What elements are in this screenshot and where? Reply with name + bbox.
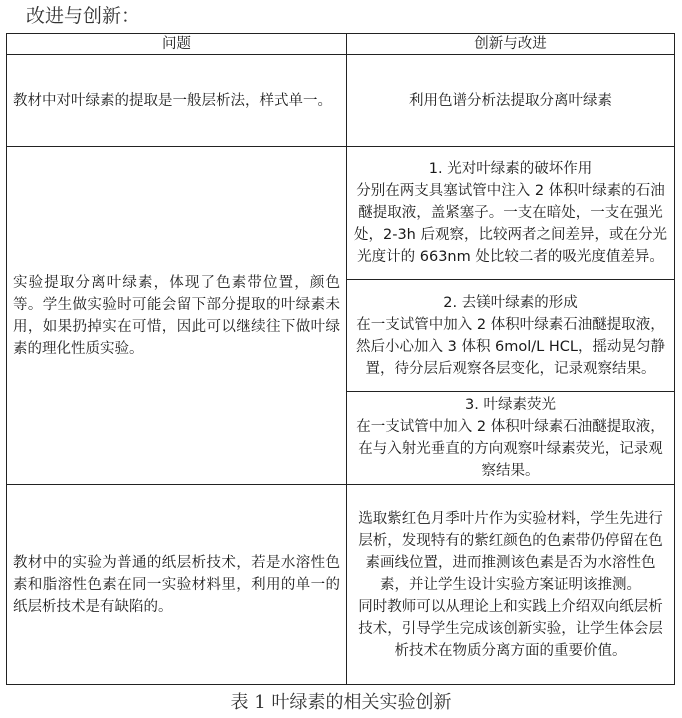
subcell-title: 2. 去镁叶绿素的形成: [443, 294, 578, 311]
table-caption: 表 1 叶绿素的相关实验创新: [230, 692, 452, 713]
table-row: [7, 485, 675, 685]
subcell-body: 在一支试管中加入 2 体积叶绿素石油醚提取液，在与入射光垂直的方向观察叶绿素荧光，记录观察结果。: [356, 419, 665, 479]
column-header-problem: 问题: [7, 34, 347, 55]
innovation-cell: [347, 485, 675, 685]
column-header-innovation: 创新与改进: [347, 34, 675, 55]
problem-cell: 教材中对叶绿素的提取是一般层析法，样式单一。: [7, 55, 347, 147]
table-header-row: [7, 34, 675, 55]
problem-cell: 实验提取分离叶绿素，体现了色素带位置，颜色等。学生做实验时可能会留下部分提取的叶绿素未用，如果扔掉实在可惜，因此可以继续往下做叶绿素的理化性质实验。: [7, 147, 347, 485]
table-row: [7, 147, 675, 280]
subcell-body: 分别在两支具塞试管中注入 2 体积叶绿素的石油醚提取液，盖紧塞子。一支在暗处，一支在强光处，2-3h 后观察，比较两者之间差异，或在分光光度计的 663nm 处比较二者的吸光度值差异。: [354, 183, 667, 265]
subcell-body: 在一支试管中加入 2 体积叶绿素石油醚提取液，然后小心加入 3 体积 6mol/L HCL，摇动晃匀静置，待分层后观察各层变化，记录观察结果。: [356, 316, 665, 377]
innovation-subcell-fluorescence: [347, 392, 675, 485]
table-row: [7, 55, 675, 147]
problem-cell: 教材中的实验为普通的纸层析技术，若是水溶性色素和脂溶性色素在同一实验材料里，利用的单一的纸层析技术是有缺陷的。: [7, 485, 347, 685]
innovation-paragraph: 选取紫红色月季叶片作为实验材料，学生先进行层析，发现特有的紫红颜色的色素带仍停留在色素画线位置，进而推测该色素是否为水溶性色素，并让学生设计实验方案证明该推测。: [358, 510, 663, 593]
subcell-title: 3. 叶绿素荧光: [465, 397, 556, 413]
section-heading: 改进与创新：: [26, 5, 141, 27]
innovation-cell: 利用色谱分析法提取分离叶绿素: [347, 55, 675, 147]
subcell-title: 1. 光对叶绿素的破坏作用: [428, 161, 593, 177]
innovation-subcell-light: [347, 147, 675, 280]
experiment-table: [6, 33, 675, 685]
innovation-subcell-pheophytin: [347, 280, 675, 392]
innovation-paragraph: 同时教师可以从理论上和实践上介绍双向纸层析技术，引导学生完成该创新实验，让学生体会层析技术在物质分离方面的重要价值。: [358, 598, 663, 659]
